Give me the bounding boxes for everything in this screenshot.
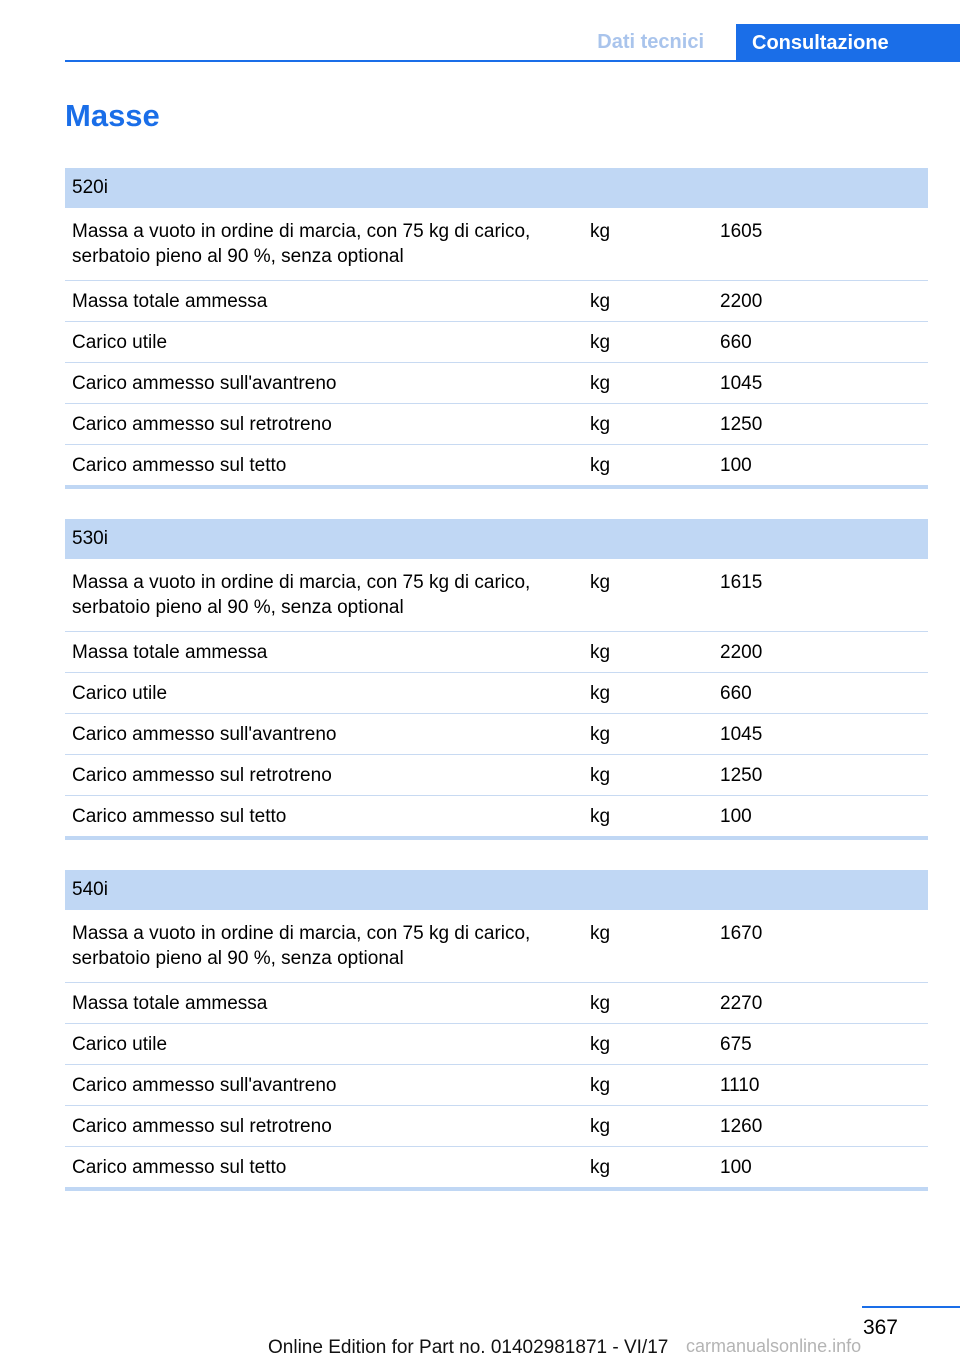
row-unit: kg	[583, 281, 713, 322]
row-value: 100	[713, 1147, 928, 1188]
table-row	[65, 796, 928, 837]
spec-table-530i	[65, 519, 928, 837]
chapter-tab: Consultazione	[736, 24, 960, 62]
row-unit: kg	[583, 910, 713, 983]
table-end-bar	[65, 836, 928, 840]
row-unit: kg	[583, 1065, 713, 1106]
row-label: Carico ammesso sul retrotreno	[65, 404, 583, 445]
row-label: Massa a vuoto in ordine di marcia, con 75 kg di carico, serbatoio pieno al 90 %, senza optional	[65, 559, 583, 632]
table-row	[65, 910, 928, 983]
model-header: 530i	[65, 519, 928, 559]
footer-rule	[862, 1306, 960, 1308]
header-rule	[65, 60, 960, 62]
row-label: Carico utile	[65, 1024, 583, 1065]
mass-tables	[65, 168, 928, 1221]
page-number: 367	[862, 1316, 898, 1339]
table-row	[65, 632, 928, 673]
table-row	[65, 281, 928, 322]
row-value: 1615	[713, 559, 928, 632]
row-label: Carico ammesso sull'avantreno	[65, 1065, 583, 1106]
row-label: Massa a vuoto in ordine di marcia, con 75 kg di carico, serbatoio pieno al 90 %, senza optional	[65, 208, 583, 281]
spec-table-520i	[65, 168, 928, 486]
row-label: Massa a vuoto in ordine di marcia, con 75 kg di carico, serbatoio pieno al 90 %, senza optional	[65, 910, 583, 983]
row-value: 1045	[713, 363, 928, 404]
row-unit: kg	[583, 983, 713, 1024]
table-row	[65, 404, 928, 445]
row-unit: kg	[583, 1024, 713, 1065]
table-row	[65, 322, 928, 363]
row-value: 660	[713, 322, 928, 363]
row-label: Massa totale ammessa	[65, 983, 583, 1024]
watermark: carmanualsonline.info	[686, 1336, 862, 1356]
row-value: 2200	[713, 281, 928, 322]
row-value: 1110	[713, 1065, 928, 1106]
row-label: Carico utile	[65, 673, 583, 714]
model-header: 540i	[65, 870, 928, 910]
table-row	[65, 1147, 928, 1188]
row-unit: kg	[583, 322, 713, 363]
table-row	[65, 1106, 928, 1147]
table-row	[65, 363, 928, 404]
row-label: Carico ammesso sull'avantreno	[65, 363, 583, 404]
row-unit: kg	[583, 1147, 713, 1188]
row-unit: kg	[583, 363, 713, 404]
model-header: 520i	[65, 168, 928, 208]
section-tab: Dati tecnici	[597, 31, 704, 53]
row-value: 100	[713, 796, 928, 837]
table-row	[65, 208, 928, 281]
row-value: 1260	[713, 1106, 928, 1147]
row-unit: kg	[583, 632, 713, 673]
row-label: Carico ammesso sull'avantreno	[65, 714, 583, 755]
page-title: Masse	[65, 98, 160, 133]
row-value: 660	[713, 673, 928, 714]
row-value: 1045	[713, 714, 928, 755]
row-unit: kg	[583, 1106, 713, 1147]
page-header	[0, 24, 960, 62]
row-unit: kg	[583, 673, 713, 714]
row-label: Carico ammesso sul tetto	[65, 796, 583, 837]
table-row	[65, 714, 928, 755]
row-value: 1250	[713, 755, 928, 796]
spec-table-540i	[65, 870, 928, 1188]
row-unit: kg	[583, 559, 713, 632]
row-unit: kg	[583, 755, 713, 796]
row-unit: kg	[583, 445, 713, 486]
row-value: 1670	[713, 910, 928, 983]
row-label: Carico ammesso sul retrotreno	[65, 755, 583, 796]
table-row	[65, 1024, 928, 1065]
row-value: 1250	[713, 404, 928, 445]
row-unit: kg	[583, 404, 713, 445]
table-row	[65, 755, 928, 796]
row-label: Carico ammesso sul tetto	[65, 1147, 583, 1188]
table-row	[65, 673, 928, 714]
table-row	[65, 559, 928, 632]
row-label: Massa totale ammessa	[65, 632, 583, 673]
table-row	[65, 445, 928, 486]
table-block	[65, 168, 928, 489]
row-unit: kg	[583, 714, 713, 755]
row-value: 675	[713, 1024, 928, 1065]
row-unit: kg	[583, 208, 713, 281]
edition-note: Online Edition for Part no. 01402981871 - VI/17	[268, 1337, 669, 1358]
row-unit: kg	[583, 796, 713, 837]
row-label: Carico ammesso sul tetto	[65, 445, 583, 486]
table-row	[65, 1065, 928, 1106]
table-block	[65, 519, 928, 840]
table-row	[65, 983, 928, 1024]
row-value: 100	[713, 445, 928, 486]
row-value: 2200	[713, 632, 928, 673]
row-value: 2270	[713, 983, 928, 1024]
table-end-bar	[65, 485, 928, 489]
row-label: Massa totale ammessa	[65, 281, 583, 322]
table-end-bar	[65, 1187, 928, 1191]
row-label: Carico ammesso sul retrotreno	[65, 1106, 583, 1147]
row-value: 1605	[713, 208, 928, 281]
row-label: Carico utile	[65, 322, 583, 363]
table-block	[65, 870, 928, 1191]
